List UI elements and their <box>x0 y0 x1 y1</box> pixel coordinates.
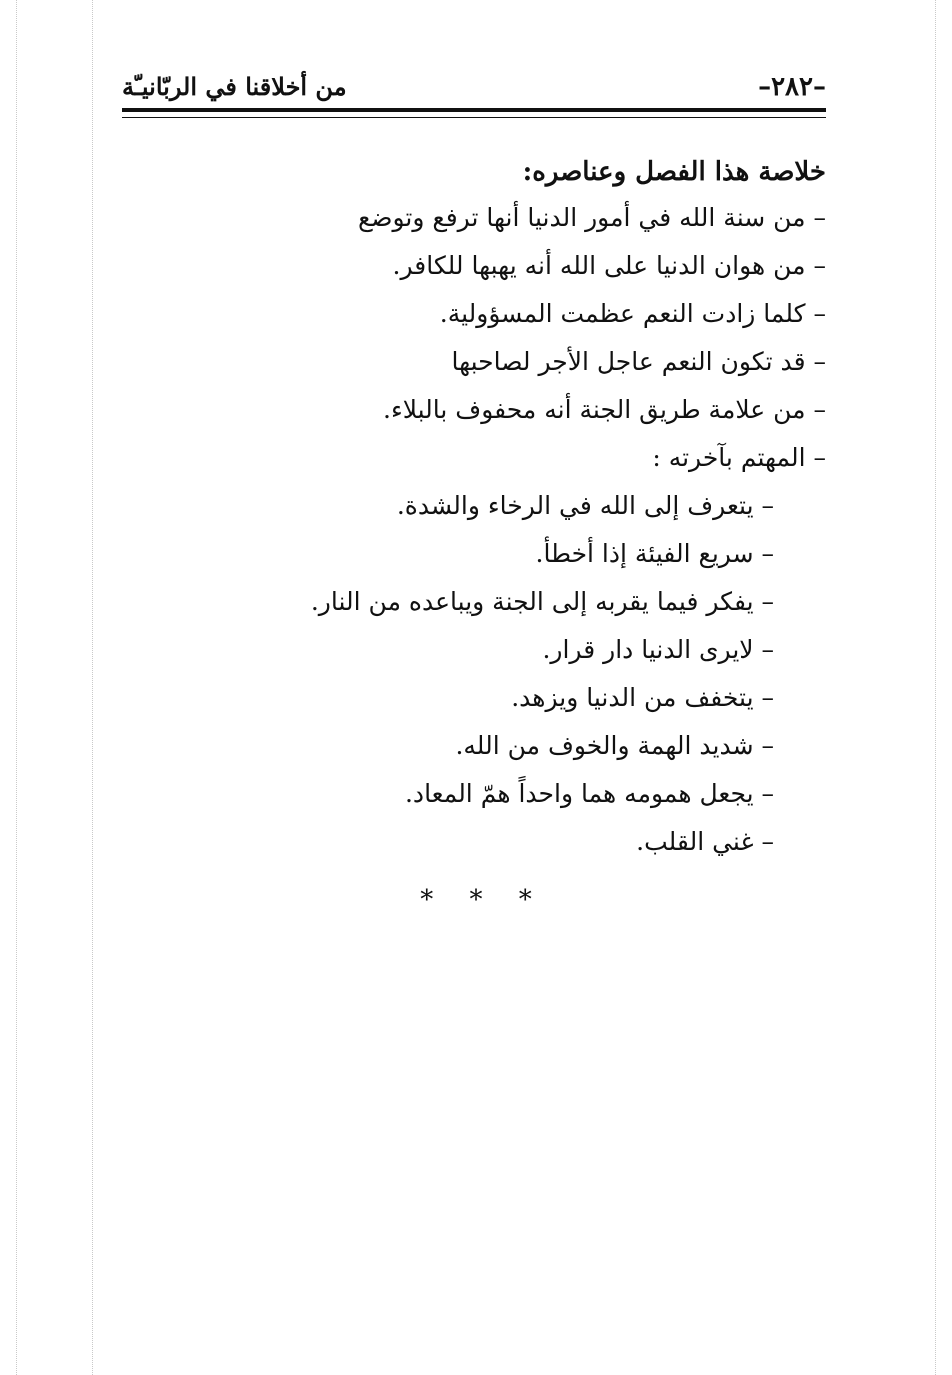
summary-point: – من علامة طريق الجنة أنه محفوف بالبلاء. <box>383 395 826 424</box>
scan-artifact-line <box>92 0 93 1375</box>
header-rule-thick <box>122 108 826 112</box>
section-heading: خلاصة هذا الفصل وعناصره: <box>522 157 826 187</box>
section-divider: * * * <box>420 885 546 915</box>
running-title: من أخلاقنا في الربّانيـّة <box>122 72 347 101</box>
scan-artifact-line <box>935 0 936 1375</box>
scan-artifact-line <box>16 0 17 1375</box>
sub-point: – شديد الهمة والخوف من الله. <box>455 731 774 760</box>
summary-point: – المهتم بآخرته : <box>652 443 826 472</box>
sub-point: – يتخفف من الدنيا ويزهد. <box>511 683 774 712</box>
sub-point: – غني القلب. <box>636 827 774 856</box>
summary-point: – من هوان الدنيا على الله أنه يهبها للكافر. <box>392 251 826 280</box>
header-rule-thin <box>122 117 826 118</box>
sub-point: – سريع الفيئة إذا أخطأ. <box>535 539 774 568</box>
summary-point: – كلما زادت النعم عظمت المسؤولية. <box>439 299 826 328</box>
page-header <box>122 68 826 104</box>
sub-point: – يتعرف إلى الله في الرخاء والشدة. <box>396 491 774 520</box>
sub-point: – يجعل همومه هما واحداً همّ المعاد. <box>404 779 774 808</box>
sub-point: – يفكر فيما يقربه إلى الجنة ويباعده من النار. <box>310 587 774 616</box>
sub-point: – لايرى الدنيا دار قرار. <box>542 635 774 664</box>
page-number: –٢٨٢– <box>758 72 826 102</box>
summary-point: – من سنة الله في أمور الدنيا أنها ترفع وتوضع <box>357 203 826 232</box>
summary-point: – قد تكون النعم عاجل الأجر لصاحبها <box>451 347 826 376</box>
chapter-summary <box>122 150 826 866</box>
